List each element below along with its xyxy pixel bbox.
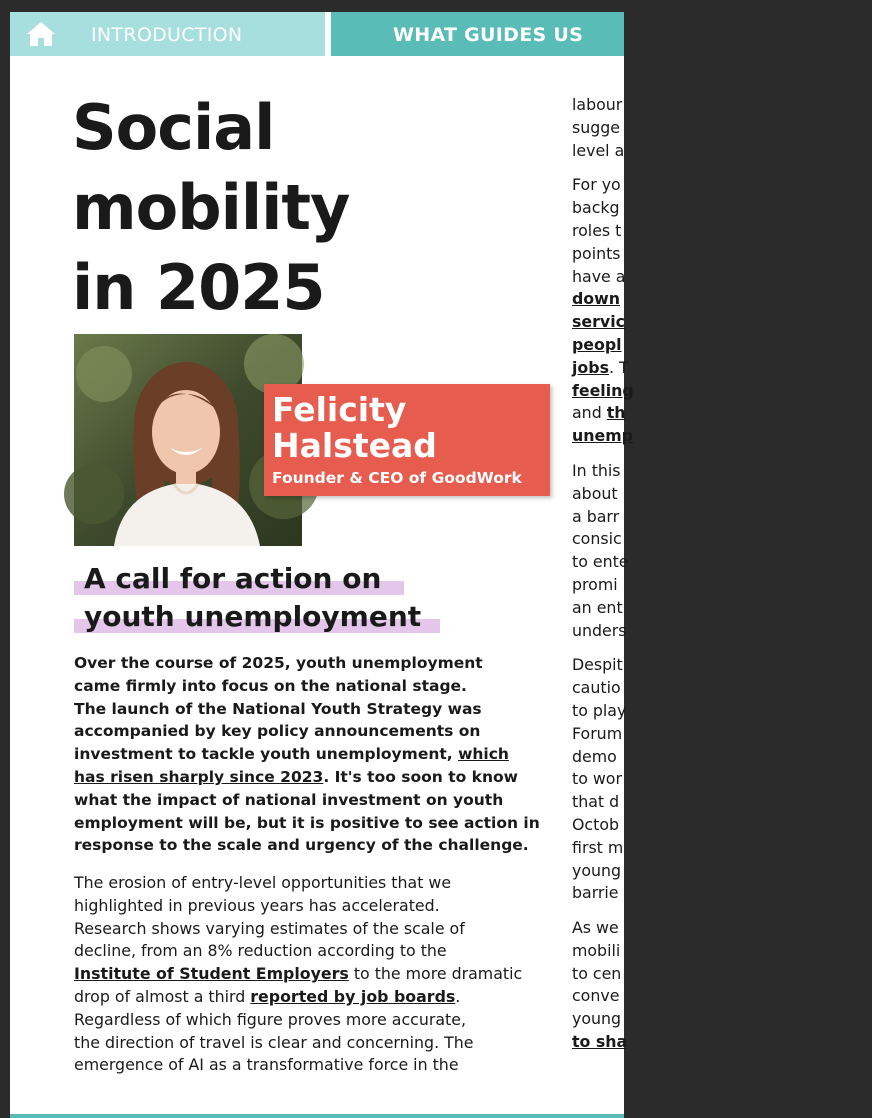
text-line: to cen: [572, 963, 622, 983]
text-line: points: [572, 243, 621, 263]
text-line: first m: [572, 837, 624, 857]
text-line: came firmly into focus on the national stage.: [74, 676, 467, 695]
text-line: promi: [572, 574, 618, 594]
text-line: For yo: [572, 175, 621, 195]
right-column-link[interactable]: down: [572, 289, 620, 309]
text-line: decline, from an 8% reduction according to the: [74, 941, 447, 961]
page-bottom-rule: [10, 1114, 624, 1118]
paragraph-gap: [572, 905, 872, 917]
text-line: cautio: [572, 678, 621, 698]
body-paragraph: [74, 872, 536, 1077]
text-line: [572, 334, 872, 357]
section-heading: [74, 560, 454, 636]
lead-paragraph: [74, 652, 540, 857]
tab-introduction[interactable]: [10, 12, 325, 56]
text-line: [74, 986, 536, 1009]
author-badge: [264, 384, 550, 496]
text-line: The erosion of entry-level opportunities that we: [74, 873, 452, 892]
text-line: Octob: [572, 814, 620, 834]
text-line: young: [572, 860, 622, 880]
text-line: to play: [572, 700, 627, 720]
text-line: the direction of travel is clear and concerning. The: [74, 1032, 474, 1052]
text-line: a barr: [572, 506, 620, 526]
text-line: [572, 402, 872, 425]
text-line: young: [572, 1009, 622, 1029]
author-name-line: Felicity: [272, 390, 407, 429]
right-column: [572, 94, 634, 1094]
text-line: an ent: [572, 597, 623, 617]
author-role: Founder & CEO of GoodWork: [272, 469, 522, 487]
heading-text: youth unemployment: [84, 600, 422, 633]
text-line: level a: [572, 140, 625, 160]
text-line: roles t: [572, 220, 622, 240]
link-youth-unemployment-rise-cont[interactable]: has risen sharply since 2023: [74, 767, 324, 786]
text-line: backg: [572, 198, 620, 218]
text-run: .: [455, 986, 461, 1006]
text-line: sugge: [572, 117, 621, 137]
right-column-link[interactable]: peopl: [572, 334, 622, 354]
author-name: [272, 392, 542, 464]
text-line: Forum: [572, 723, 623, 743]
text-line: [572, 1031, 872, 1054]
right-column-link[interactable]: th: [606, 403, 626, 423]
text-line: Research shows varying estimates of the scale of: [74, 918, 465, 938]
text-line: labour: [572, 95, 623, 114]
text-run: and: [572, 403, 607, 423]
text-line: [572, 425, 872, 448]
text-line: to ente: [572, 552, 629, 572]
text-line: conve: [572, 986, 620, 1006]
text-line: Over the course of 2025, youth unemployment: [74, 654, 483, 672]
section-heading-line: [74, 560, 454, 598]
right-column-link[interactable]: jobs: [572, 357, 609, 377]
text-run: investment to tackle youth unemployment,: [74, 745, 459, 764]
author-name-line: Halstead: [272, 426, 437, 465]
text-line: that d: [572, 792, 620, 812]
text-line: [572, 288, 872, 311]
text-line: unders: [572, 620, 627, 640]
text-line: [74, 766, 534, 789]
text-line: emergence of AI as a transformative force in the: [74, 1055, 459, 1075]
text-line: employment will be, but it is positive to see action in: [74, 813, 540, 832]
text-line: [572, 380, 872, 403]
text-run: drop of almost a third: [74, 986, 251, 1006]
link-youth-unemployment-rise[interactable]: which: [458, 745, 509, 764]
right-column-link[interactable]: unemp: [572, 426, 633, 446]
heading-text: A call for action on: [84, 562, 382, 595]
text-line: to wor: [572, 769, 622, 789]
text-run: to the more dramatic: [348, 964, 523, 984]
text-line: Despit: [572, 655, 623, 675]
text-line: [572, 357, 872, 380]
text-line: [74, 743, 534, 766]
text-run: . It's too soon to know: [323, 767, 518, 786]
text-line: Regardless of which figure proves more accurate,: [74, 1009, 466, 1029]
text-line: highlighted in previous years has accelerated.: [74, 895, 440, 915]
text-line: what the impact of national investment on youth: [74, 790, 504, 809]
tab-what-guides-us[interactable]: [331, 12, 624, 56]
text-line: In this: [572, 460, 621, 480]
right-column-link[interactable]: servic: [572, 312, 625, 332]
paragraph-gap: [572, 448, 872, 460]
link-institute-of-student-employers[interactable]: Institute of Student Employers: [74, 964, 349, 984]
text-line: accompanied by key policy announcements on: [74, 722, 481, 741]
page-title-line: Social: [72, 91, 275, 164]
text-line: The launch of the National Youth Strategy was: [74, 699, 482, 718]
text-line: demo: [572, 746, 617, 766]
section-heading-line: [74, 598, 454, 636]
text-run: . T: [608, 357, 629, 377]
right-column-link[interactable]: to sha: [572, 1032, 628, 1052]
page-title-line: mobility: [72, 171, 350, 244]
page-title-line: in 2025: [72, 251, 325, 324]
right-column-link[interactable]: feeling: [572, 380, 634, 400]
text-line: consic: [572, 529, 622, 549]
page: [10, 12, 634, 1118]
text-line: have a: [572, 266, 626, 286]
text-line: response to the scale and urgency of the challenge.: [74, 836, 529, 855]
text-line: [74, 963, 536, 986]
text-line: about: [572, 483, 618, 503]
section-nav: [10, 12, 624, 56]
text-line: mobili: [572, 940, 621, 960]
tab-introduction-label[interactable]: INTRODUCTION: [91, 24, 243, 46]
text-line: [572, 311, 872, 334]
page-title: [72, 88, 452, 328]
tab-what-guides-us-label[interactable]: WHAT GUIDES US: [393, 24, 584, 46]
home-icon[interactable]: [26, 21, 56, 47]
link-reported-by-job-boards[interactable]: reported by job boards: [250, 986, 456, 1006]
paragraph-gap: [572, 162, 872, 174]
text-line: As we: [572, 918, 619, 938]
paragraph-gap: [572, 642, 872, 654]
text-line: barrie: [572, 883, 619, 903]
